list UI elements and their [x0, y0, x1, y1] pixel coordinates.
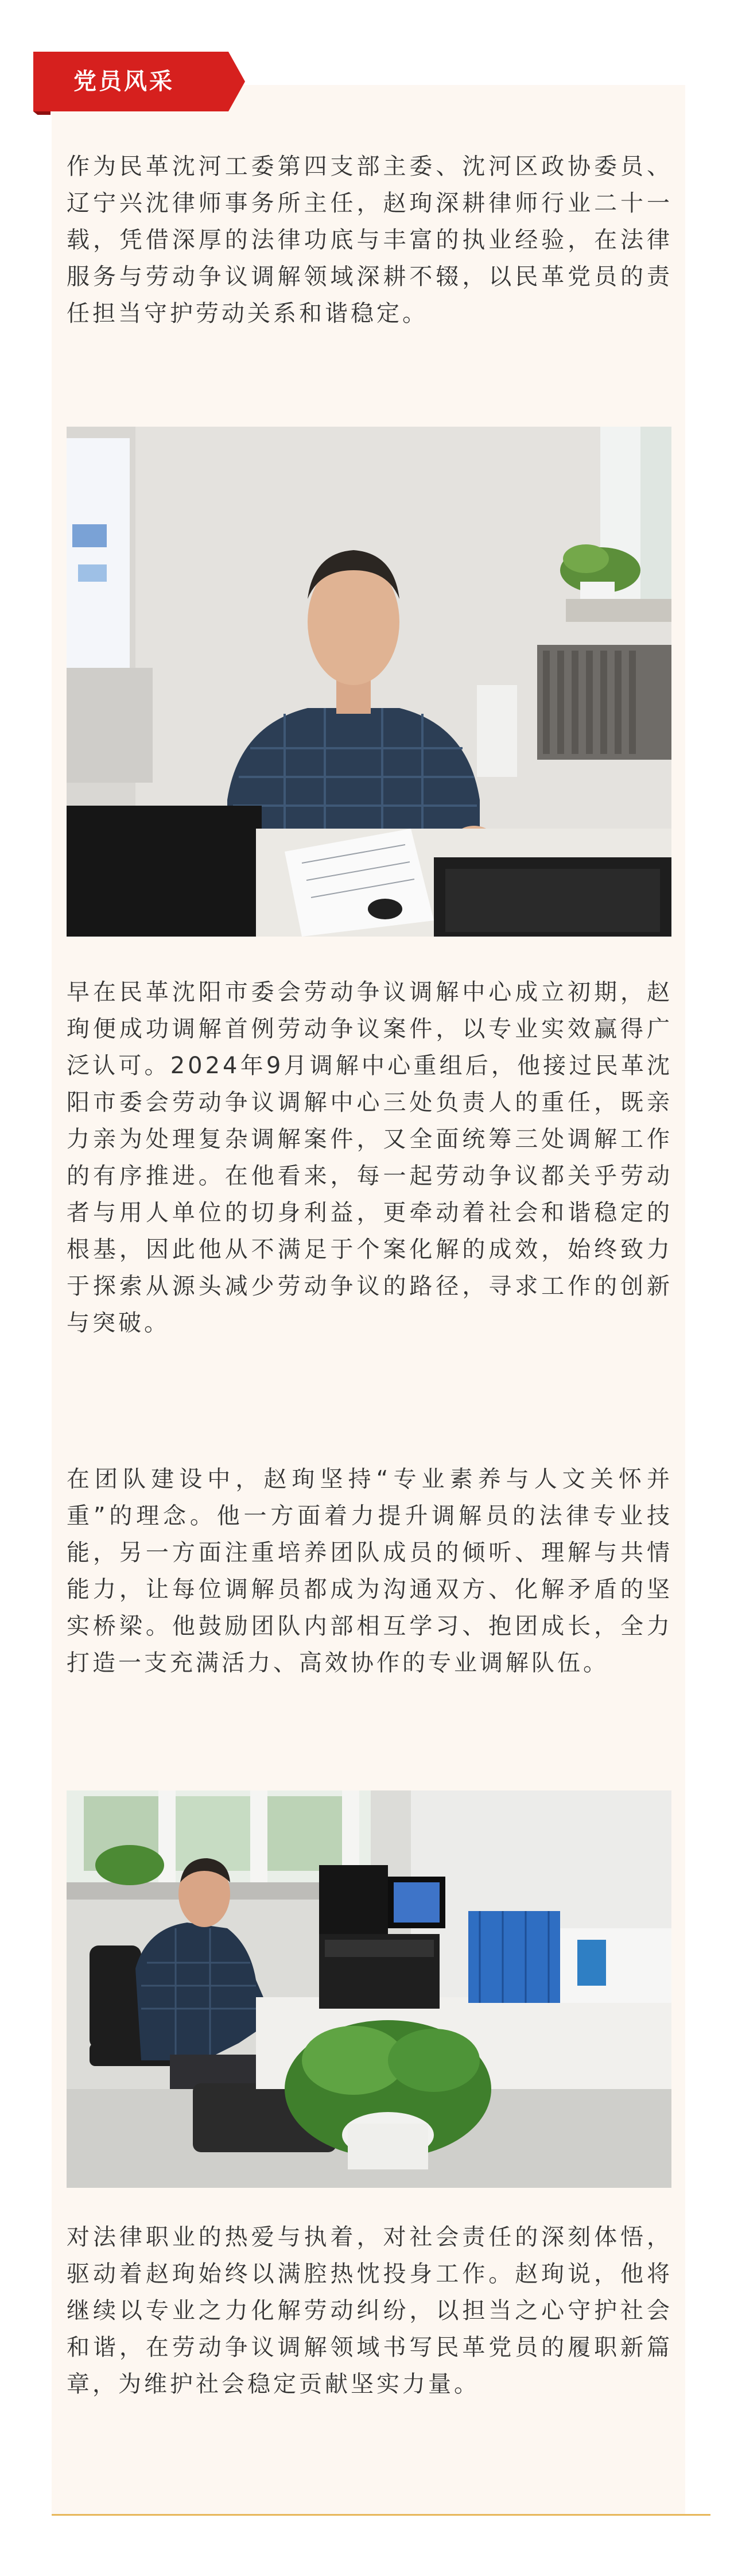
photo-portrait-office [67, 427, 671, 937]
paragraph-intro: 作为民革沈河工委第四支部主委、沈河区政协委员、辽宁兴沈律师事务所主任，赵珣深耕律师行业二十一载，凭借深厚的法律功底与丰富的执业经验，在法律服务与劳动争议调解领域深耕不辍，以民革党员的责任担当守护劳动关系和谐稳定。 [67, 153, 673, 327]
section-tag-label: 党员风采 [73, 68, 174, 95]
section-tag [33, 52, 245, 115]
photo-working-desk [67, 1790, 671, 2188]
paragraph-team-building: 在团队建设中，赵珣坚持“专业素养与人文关怀并重”的理念。他一方面着力提升调解员的法律专业技能，另一方面注重培养团队成员的倾听、理解与共情能力，让每位调解员都成为沟通双方、化解矛盾的坚实桥梁。他鼓励团队内部相互学习、抱团成长，全力打造一支充满活力、高效协作的专业调解队伍。 [67, 1466, 673, 1676]
paragraph-mediation-center: 早在民革沈阳市委会劳动争议调解中心成立初期，赵珣便成功调解首例劳动争议案件，以专业实效赢得广泛认可。2024年9月调解中心重组后，他接过民革沈阳市委会劳动争议调解中心三处负责人的重任，既亲力亲为处理复杂调解案件，又全面统筹三处调解工作的有序推进。在他看来，每一起劳动争议都关乎劳动者与用人单位的切身利益，更牵动着社会和谐稳定的根基，因此他从不满足于个案化解的成效，始终致力于探索从源头减少劳动争议的路径，寻求工作的创新与突破。 [67, 979, 673, 1336]
bottom-divider [52, 2514, 710, 2516]
paragraph-conclusion: 对法律职业的热爱与执着，对社会责任的深刻体悟，驱动着赵珣始终以满腔热忱投身工作。赵珣说，他将继续以专业之力化解劳动纠纷，以担当之心守护社会和谐，在劳动争议调解领域书写民革党员的履职新篇章，为维护社会稳定贡献坚实力量。 [67, 2224, 673, 2397]
